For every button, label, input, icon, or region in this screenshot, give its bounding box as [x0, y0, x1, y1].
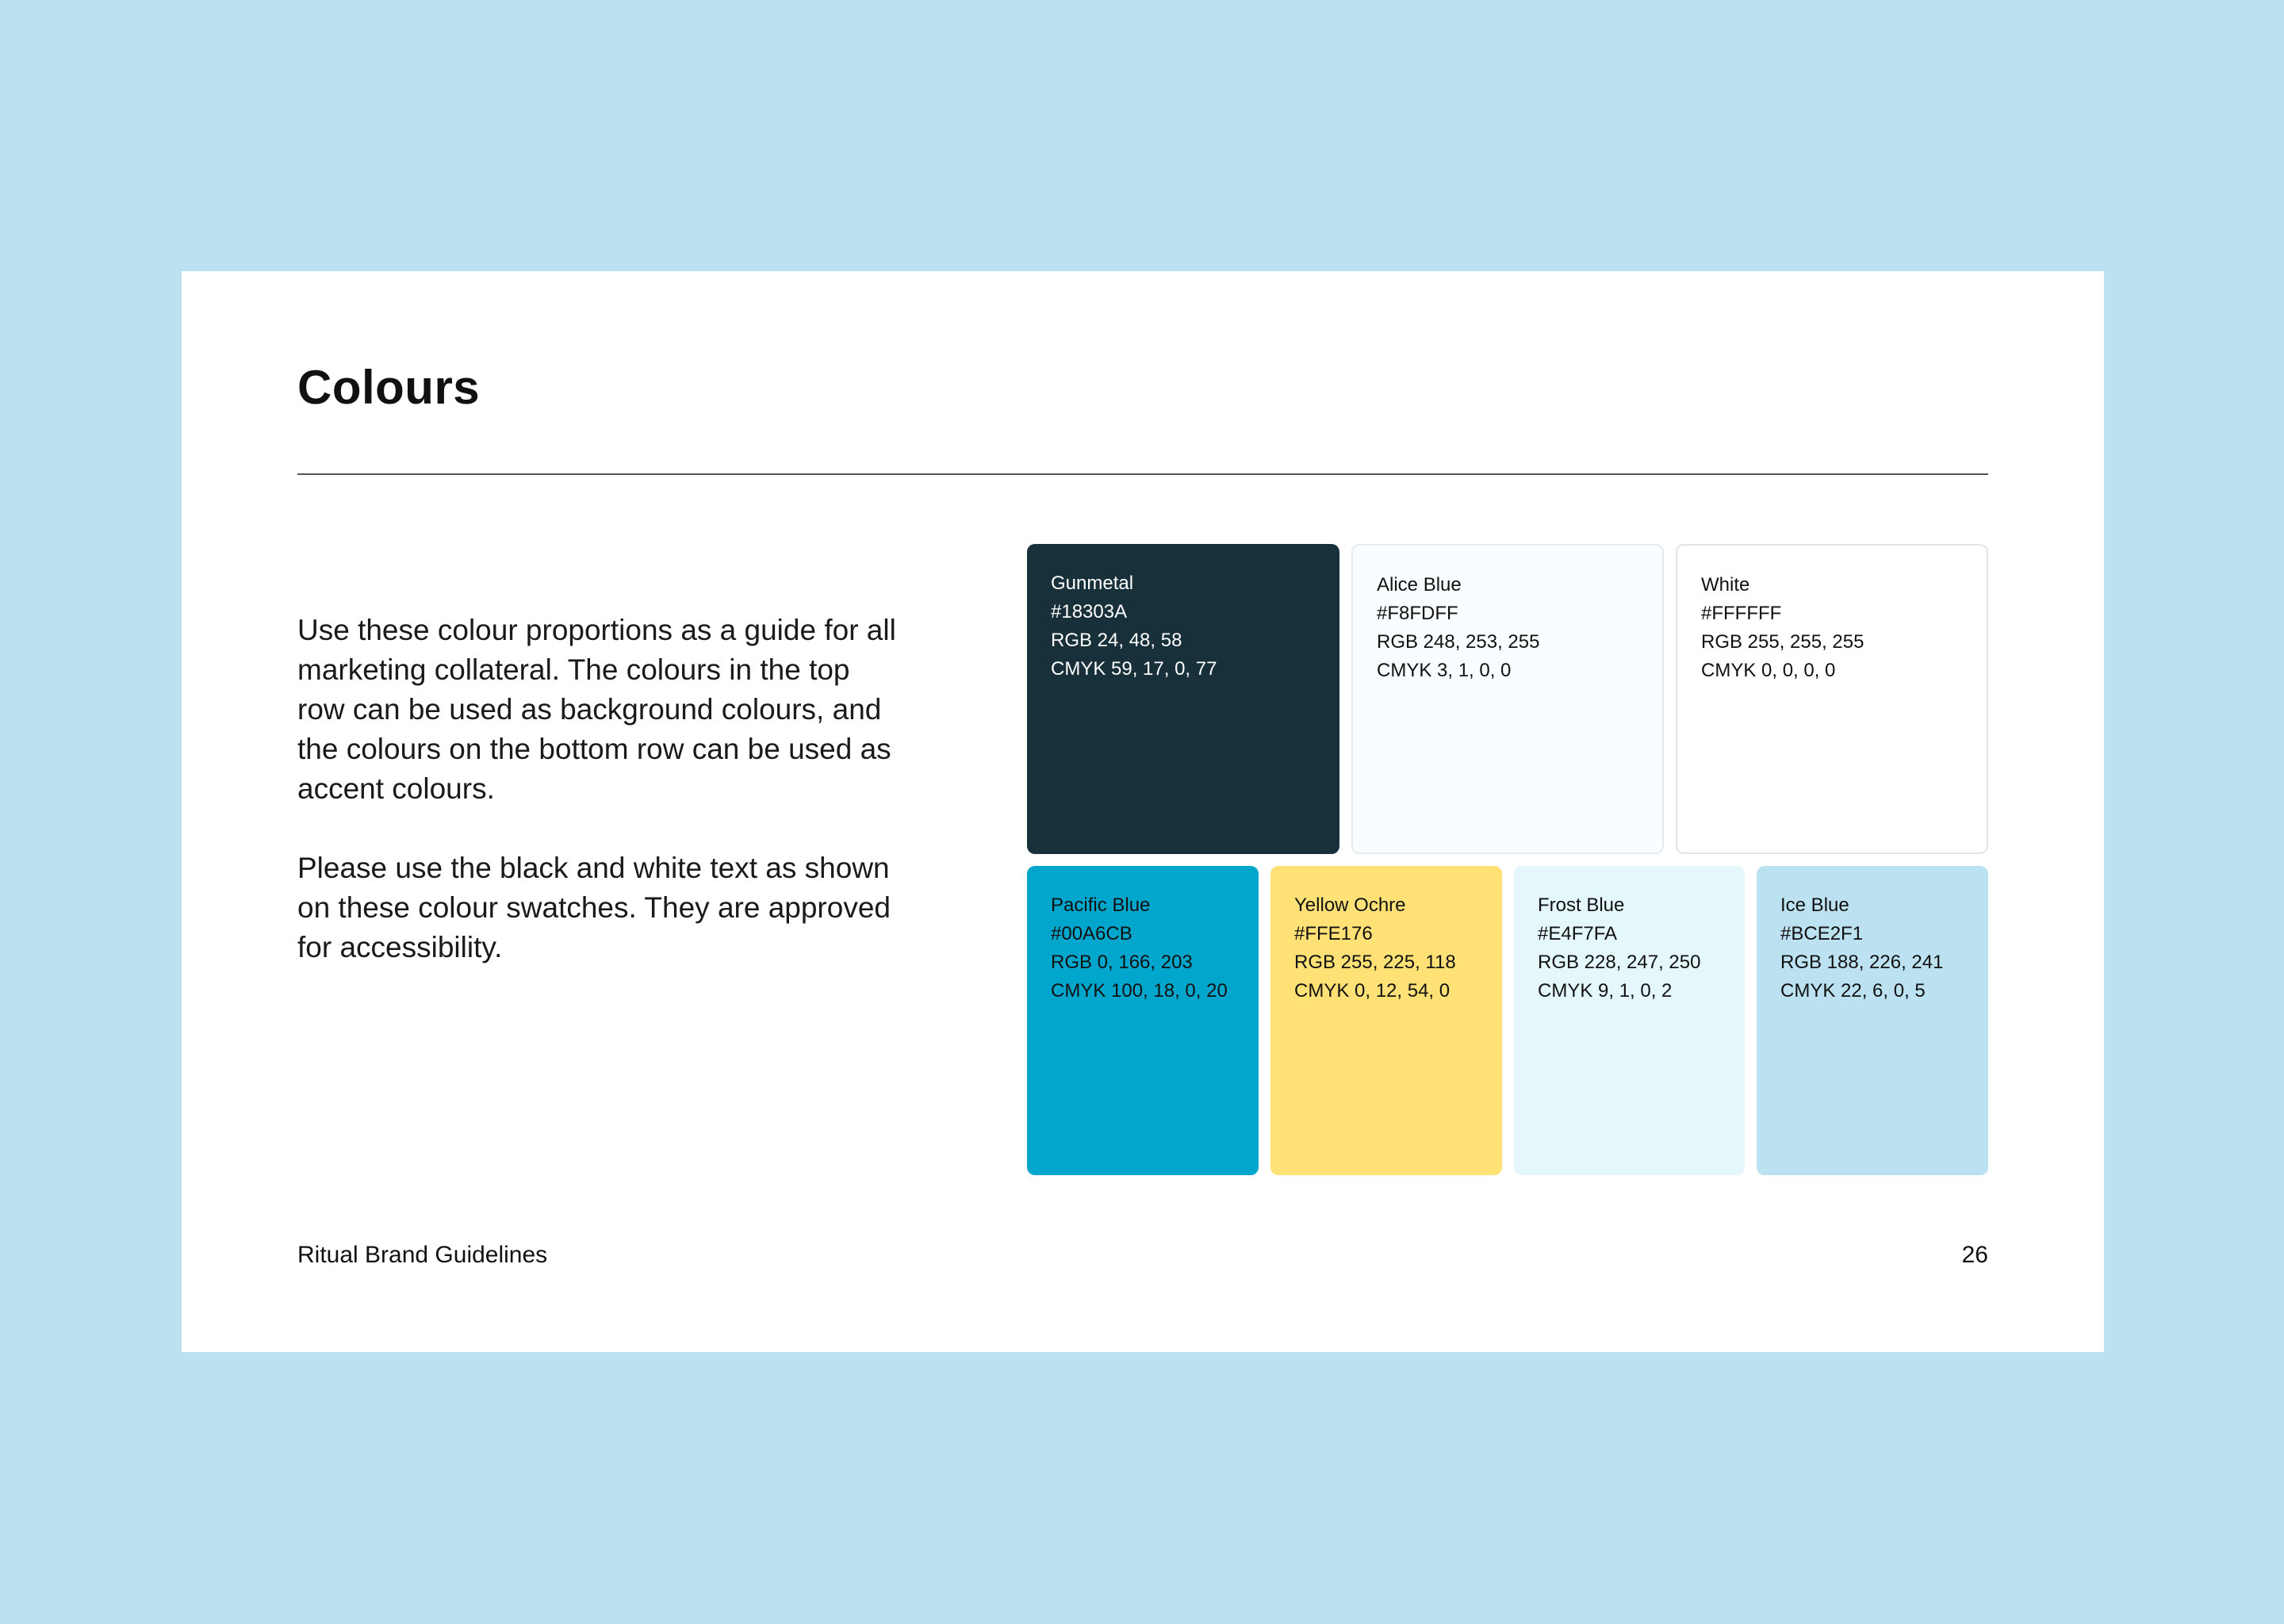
swatch-cmyk: CMYK 59, 17, 0, 77 [1051, 658, 1217, 680]
swatch-ice-blue [1757, 866, 1988, 1175]
swatch-hex: #F8FDFF [1377, 603, 1458, 624]
swatch-name: Yellow Ochre [1294, 894, 1406, 916]
intro-paragraph: Use these colour proportions as a guide for all marketing collateral. The colours in the top row can be used as background colours, and the colours on the bottom row can be used as accent colours. [297, 614, 896, 805]
intro-text [297, 611, 900, 1007]
swatch-cmyk: CMYK 0, 0, 0, 0 [1701, 660, 1836, 681]
swatch-rgb: RGB 0, 166, 203 [1051, 952, 1193, 973]
footer-brand: Ritual Brand Guidelines [297, 1242, 548, 1268]
swatch-pacific-blue [1027, 866, 1259, 1175]
swatch-rgb: RGB 228, 247, 250 [1538, 952, 1701, 973]
swatch-cmyk: CMYK 3, 1, 0, 0 [1377, 660, 1512, 681]
swatch-alice-blue [1351, 544, 1664, 854]
swatch-cmyk: CMYK 0, 12, 54, 0 [1294, 980, 1450, 1002]
guideline-page [182, 271, 2104, 1352]
swatch-cmyk: CMYK 100, 18, 0, 20 [1051, 980, 1228, 1002]
swatch-name: Frost Blue [1538, 894, 1625, 916]
intro-paragraph: Please use the black and white text as shown on these colour swatches. They are approved for accessibility. [297, 852, 891, 963]
swatch-gunmetal [1027, 544, 1339, 854]
swatch-white [1676, 544, 1988, 854]
swatch-frost-blue [1514, 866, 1745, 1175]
title-divider [297, 473, 1988, 475]
swatch-name: Gunmetal [1051, 573, 1134, 594]
swatch-rgb: RGB 255, 225, 118 [1294, 952, 1456, 973]
swatch-name: White [1701, 574, 1750, 596]
swatch-cmyk: CMYK 22, 6, 0, 5 [1780, 980, 1926, 1002]
swatch-hex: #00A6CB [1051, 923, 1132, 944]
swatch-rgb: RGB 24, 48, 58 [1051, 630, 1182, 651]
swatch-name: Pacific Blue [1051, 894, 1151, 916]
swatch-cmyk: CMYK 9, 1, 0, 2 [1538, 980, 1673, 1002]
swatch-hex: #18303A [1051, 601, 1128, 622]
swatch-hex: #FFFFFF [1701, 603, 1782, 624]
page-title: Colours [297, 361, 481, 414]
swatch-hex: #E4F7FA [1538, 923, 1618, 944]
swatch-hex: #BCE2F1 [1780, 923, 1864, 944]
swatch-rgb: RGB 188, 226, 241 [1780, 952, 1944, 973]
swatch-rgb: RGB 255, 255, 255 [1701, 631, 1864, 653]
swatch-name: Alice Blue [1377, 574, 1462, 596]
swatch-hex: #FFE176 [1294, 923, 1373, 944]
swatch-rgb: RGB 248, 253, 255 [1377, 631, 1540, 653]
swatch-yellow-ochre [1270, 866, 1502, 1175]
swatch-name: Ice Blue [1780, 894, 1849, 916]
page-number: 26 [1961, 1242, 1988, 1268]
